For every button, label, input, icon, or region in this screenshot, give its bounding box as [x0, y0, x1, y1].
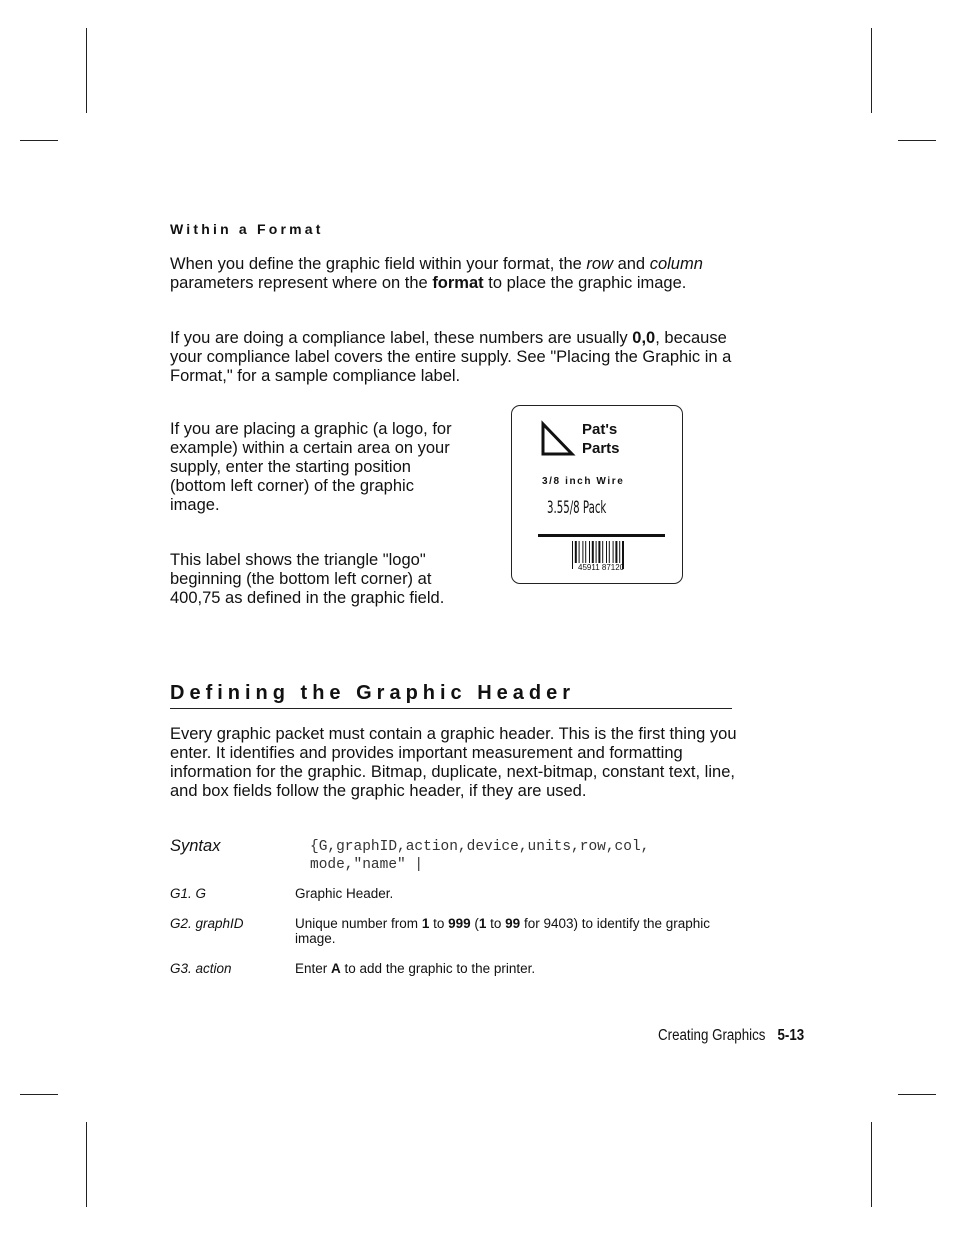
barcode-bar: [582, 541, 583, 563]
syntax-label: Syntax: [170, 837, 221, 855]
barcode-bar: [615, 541, 617, 563]
crop-mark: [20, 1094, 58, 1095]
barcode-bar: [572, 541, 573, 569]
barcode-bar: [606, 541, 607, 563]
label-name-line1: Pat's: [582, 421, 618, 438]
barcode-bar: [609, 541, 610, 563]
definition-description: Enter A to add the graphic to the printer.: [295, 961, 536, 976]
paragraph-placing: If you are placing a graphic (a logo, for example) within a certain area on your supply, enter the starting position (bottom left corner) of the graphic image.: [170, 420, 452, 514]
crop-mark: [20, 140, 58, 141]
barcode-bar: [598, 541, 600, 563]
label-pack-text: 3.55/8 Pack: [547, 498, 607, 518]
crop-mark: [871, 28, 872, 113]
crop-mark: [86, 1122, 87, 1207]
paragraph-row-column: When you define the graphic field within your format, the row and column parameters represent where on the format to place the graphic image.: [170, 255, 703, 292]
barcode-bar: [602, 541, 603, 563]
section-title: Defining the Graphic Header: [170, 682, 732, 709]
crop-mark: [871, 1122, 872, 1207]
label-name-line2: Parts: [582, 440, 620, 457]
definition-description: Graphic Header.: [295, 886, 394, 901]
footer-chapter: Creating Graphics: [658, 1027, 766, 1044]
definition-description: Unique number from 1 to 999 (1 to 99 for 9403) to identify the graphic image.: [295, 916, 711, 946]
subsection-title: Within a Format: [170, 221, 324, 237]
crop-mark: [86, 28, 87, 113]
barcode-bar: [613, 541, 614, 563]
page-footer: [658, 1027, 804, 1045]
barcode-bar: [619, 541, 620, 563]
barcode-bar: [589, 541, 590, 563]
barcode-bar: [575, 541, 577, 563]
label-divider-line: [538, 534, 665, 537]
barcode-bar: [585, 541, 586, 563]
page-number: 5-13: [777, 1027, 805, 1044]
definition-term: G3. action: [170, 961, 232, 976]
crop-mark: [898, 140, 936, 141]
barcode-bar: [579, 541, 580, 563]
definition-term: G1. G: [170, 886, 207, 901]
crop-mark: [898, 1094, 936, 1095]
barcode-number: 45911 87120: [578, 563, 625, 572]
paragraph-label-example: This label shows the triangle "logo" beginning (the bottom left corner) at 400,75 as defined in the graphic field.: [170, 551, 445, 607]
barcode-bar: [592, 541, 594, 563]
triangle-logo: [543, 424, 572, 454]
paragraph-graphic-header: Every graphic packet must contain a graphic header. This is the first thing you enter. It identifies and provides important measurement and formatting information for the graphic. Bitmap, duplicate, next-bitmap, constant text, line, and box fields follow the graphic header, if they are used.: [170, 725, 737, 800]
label-wire-text: 3/8 inch Wire: [542, 476, 625, 487]
syntax-code: {G,graphID,action,device,units,row,col, mode,"name" |: [310, 839, 650, 873]
definition-term: G2. graphID: [170, 916, 244, 931]
paragraph-compliance: If you are doing a compliance label, these numbers are usually 0,0, because your compliance label covers the entire supply. See "Placing the Graphic in a Format," for a sample compliance label.: [170, 329, 732, 385]
barcode-bar: [596, 541, 597, 563]
sample-label-image: [511, 405, 683, 584]
